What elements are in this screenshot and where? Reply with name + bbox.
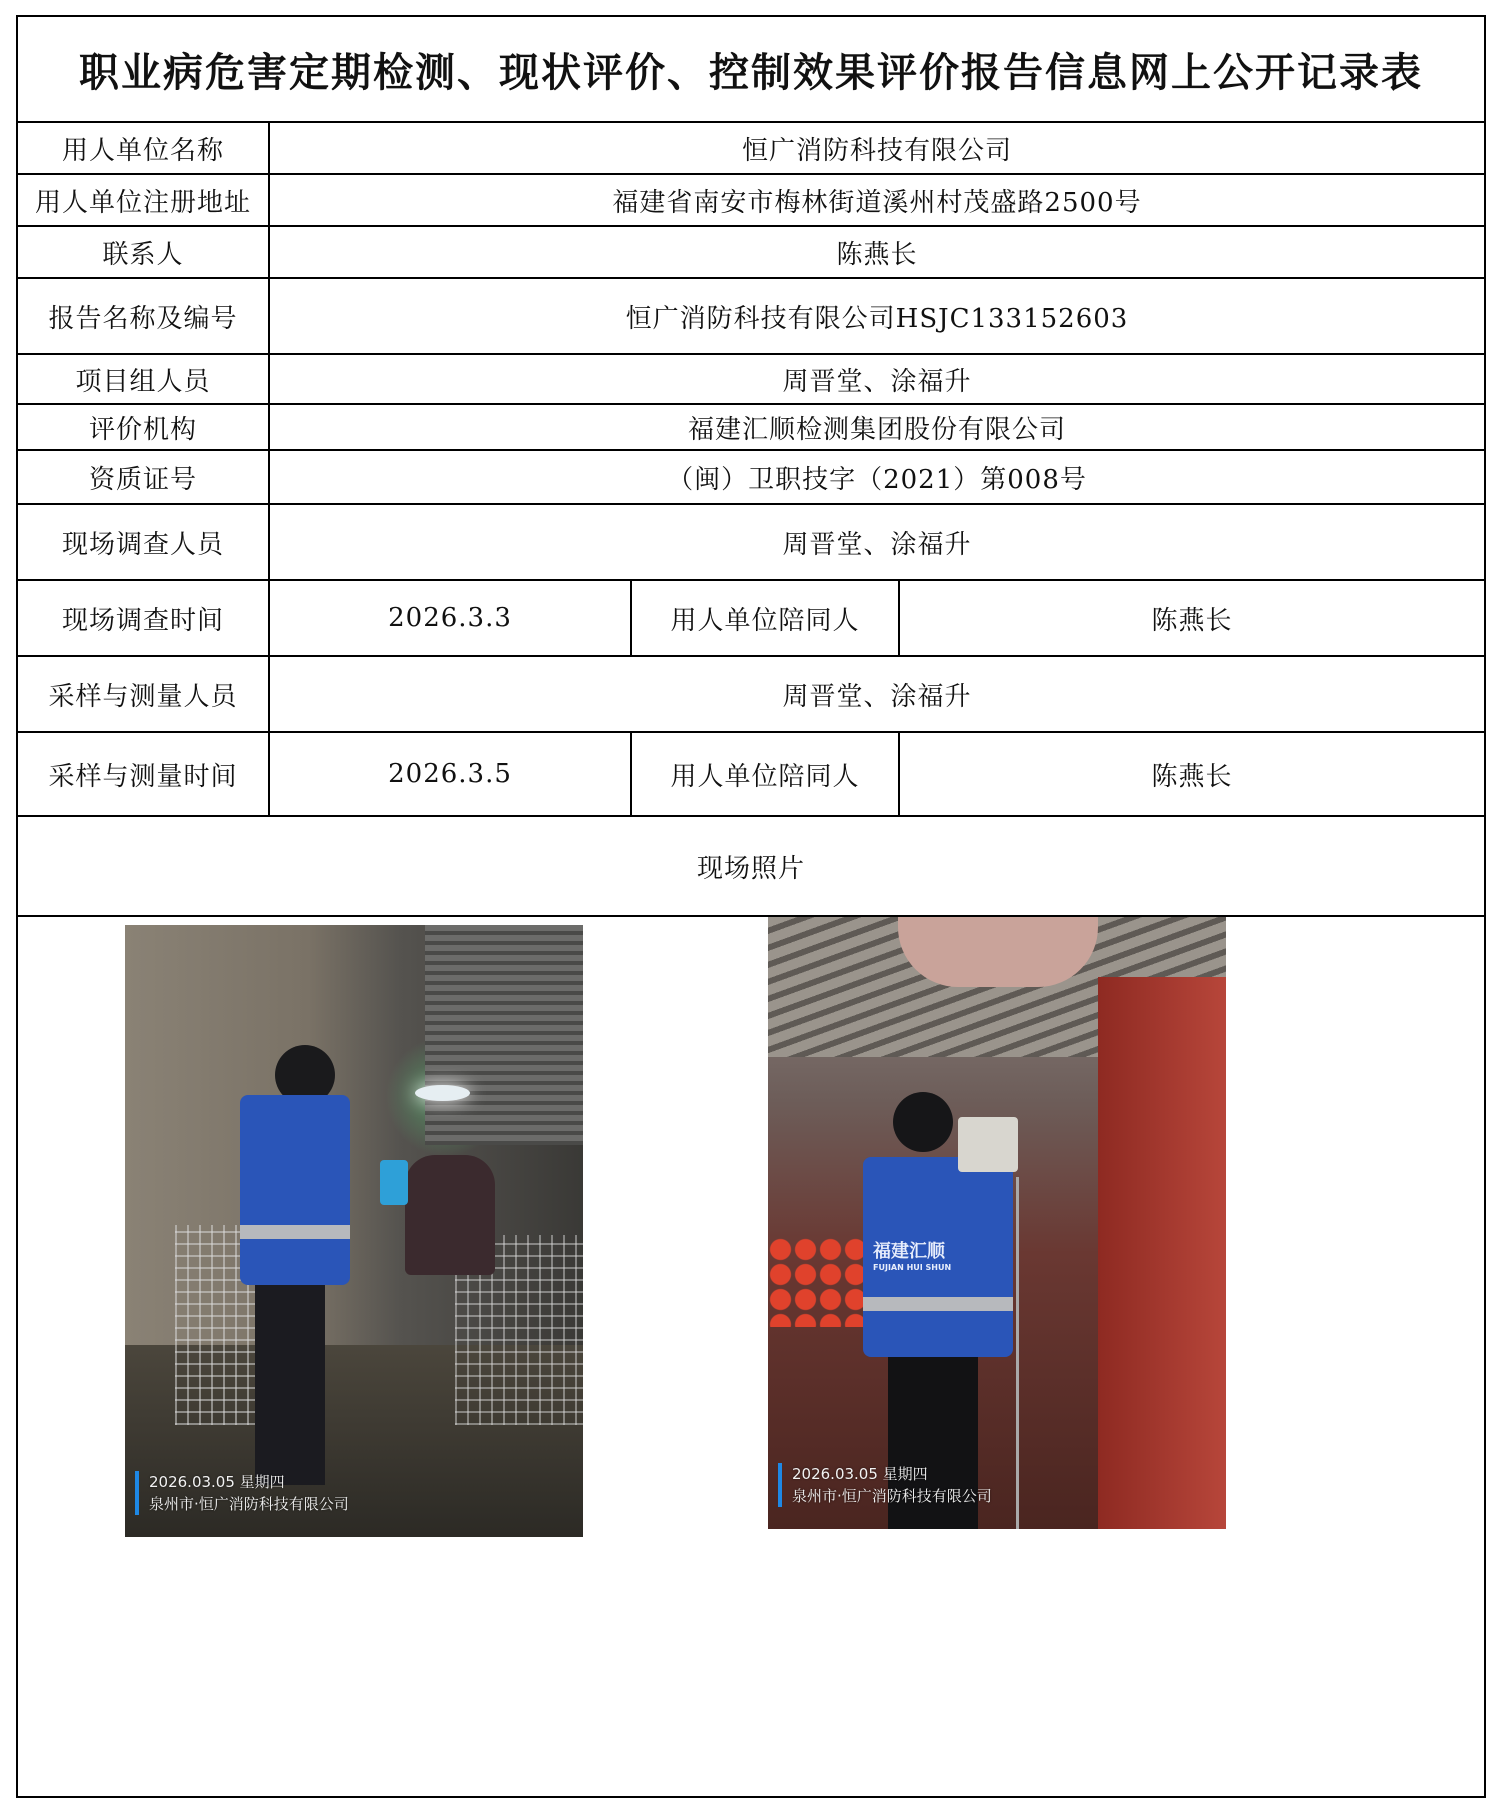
row-survey-time [18, 581, 1484, 657]
row-employer-address [18, 175, 1484, 227]
worker-legs [255, 1285, 325, 1485]
shutter-door [425, 925, 583, 1145]
label-employer-address: 用人单位注册地址 [34, 187, 251, 218]
value-employer-address: 福建省南安市梅林街道溪州村茂盛路2500号 [268, 175, 1484, 225]
photo-2-date: 2026.03.05 星期四 [792, 1465, 928, 1483]
row-certificate [18, 451, 1484, 505]
label-sampling-staff: 采样与测量人员 [48, 681, 238, 712]
tripod [1016, 1177, 1019, 1529]
label-sampling-companion: 用人单位陪同人 [630, 733, 898, 815]
value-survey-companion: 陈燕长 [898, 581, 1484, 655]
value-employer-name: 恒广消防科技有限公司 [268, 123, 1484, 173]
label-survey-companion: 用人单位陪同人 [630, 581, 898, 655]
photo-1-location: 泉州市·恒广消防科技有限公司 [149, 1495, 349, 1513]
label-project-team: 项目组人员 [75, 366, 211, 397]
label-photos: 现场照片 [696, 853, 805, 884]
photo-2-watermark [778, 1463, 992, 1507]
worker-vest [240, 1095, 350, 1285]
value-evaluator: 福建汇顺检测集团股份有限公司 [268, 405, 1484, 449]
site-photo-2 [768, 917, 1226, 1529]
value-certificate: （闽）卫职技字（2021）第008号 [268, 451, 1484, 503]
value-contact: 陈燕长 [268, 227, 1484, 277]
value-survey-staff: 周晋堂、涂福升 [268, 505, 1484, 579]
record-table [16, 15, 1486, 1798]
site-photo-1 [125, 925, 583, 1537]
value-sampling-time: 2026.3.5 [268, 733, 630, 815]
row-sampling-staff [18, 657, 1484, 733]
label-report: 报告名称及编号 [48, 303, 238, 334]
row-photos-header [18, 817, 1484, 917]
reflective-stripe [863, 1297, 1013, 1311]
photo-2-location: 泉州市·恒广消防科技有限公司 [792, 1487, 992, 1505]
vest-logo-subtext: FUJIAN HUI SHUN [873, 1263, 952, 1272]
value-project-team: 周晋堂、涂福升 [268, 355, 1484, 403]
row-contact [18, 227, 1484, 279]
label-survey-time: 现场调查时间 [61, 605, 224, 636]
second-person [405, 1155, 495, 1275]
photos-section [18, 917, 1484, 1797]
reflective-stripe [240, 1225, 350, 1239]
label-certificate: 资质证号 [88, 464, 197, 495]
vest-logo-text: 福建汇顺 [873, 1241, 945, 1262]
measuring-instrument [380, 1160, 408, 1205]
red-valves [768, 1237, 868, 1327]
row-sampling-time [18, 733, 1484, 817]
lamp [415, 1085, 470, 1101]
row-survey-staff [18, 505, 1484, 581]
title-row [18, 17, 1484, 123]
row-employer-name [18, 123, 1484, 175]
label-sampling-time: 采样与测量时间 [48, 761, 238, 792]
page-title: 职业病危害定期检测、现状评价、控制效果评价报告信息网上公开记录表 [79, 48, 1423, 96]
row-report [18, 279, 1484, 355]
photo-1-watermark [135, 1471, 349, 1515]
worker-head [893, 1092, 953, 1152]
row-evaluator [18, 405, 1484, 451]
row-project-team [18, 355, 1484, 405]
label-employer-name: 用人单位名称 [61, 135, 224, 166]
measuring-instrument [958, 1117, 1018, 1172]
furnace [1098, 977, 1226, 1529]
value-sampling-staff: 周晋堂、涂福升 [268, 657, 1484, 731]
value-survey-time: 2026.3.3 [268, 581, 630, 655]
value-report: 恒广消防科技有限公司HSJC133152603 [268, 279, 1484, 353]
label-survey-staff: 现场调查人员 [61, 529, 224, 560]
value-sampling-companion: 陈燕长 [898, 733, 1484, 815]
label-contact: 联系人 [102, 239, 184, 270]
duct [898, 917, 1098, 987]
photo-1-date: 2026.03.05 星期四 [149, 1473, 285, 1491]
label-evaluator: 评价机构 [88, 414, 197, 445]
